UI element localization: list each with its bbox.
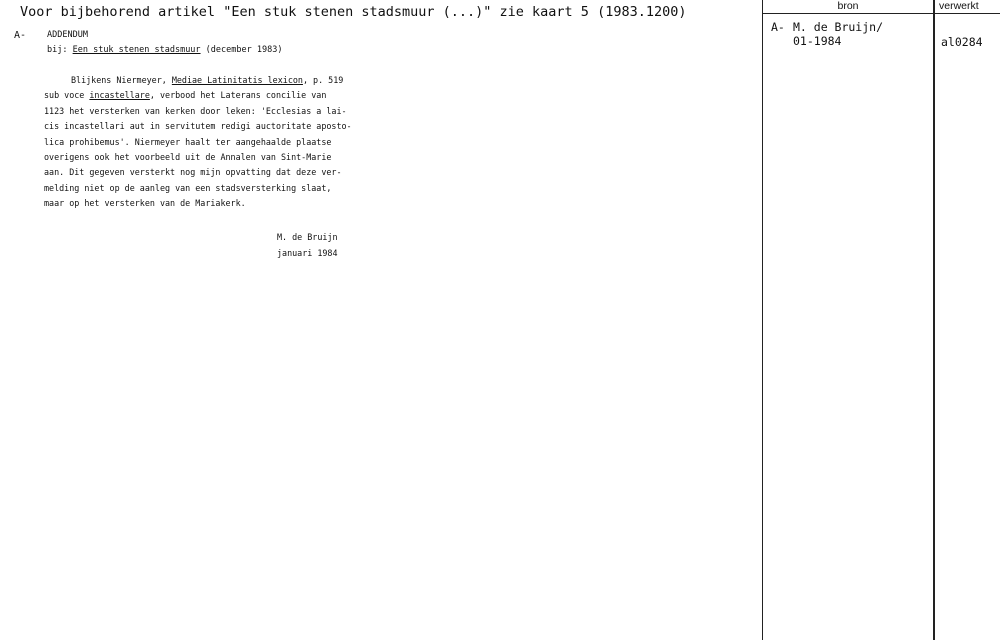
header-divider [763, 13, 1000, 14]
body-text-segment: 1123 het versterken van kerken door leken: 'Ecclesias a lai- [44, 105, 347, 116]
body-text-segment: lica prohibemus'. Niermeyer haalt ter aangehaalde plaatse [44, 136, 332, 147]
source-date: 01-1984 [793, 34, 842, 48]
reference-line [47, 45, 282, 55]
signature-block [277, 229, 338, 261]
signature-name: M. de Bruijn [277, 232, 338, 242]
body-text-segment: aan. Dit gegeven versterkt nog mijn opvatting dat deze ver- [44, 167, 342, 178]
body-line [44, 181, 374, 196]
body-paragraph [44, 73, 374, 212]
body-text-segment: , verbood het Laterans concilie van [149, 90, 327, 101]
source-sidebar [762, 0, 1000, 640]
header-verwerkt: verwerkt [939, 0, 979, 12]
source-entry [793, 20, 883, 48]
signature-date: januari 1984 [277, 248, 338, 258]
underlined-term: Mediae Latinitatis lexicon [171, 75, 303, 85]
section-marker: A- [14, 30, 27, 41]
body-line [44, 165, 374, 180]
body-text-segment: sub voce [44, 90, 90, 101]
body-line [44, 88, 374, 103]
body-text-segment: , p. 519 [302, 75, 344, 85]
header-bron: bron [837, 0, 859, 12]
body-line [44, 119, 374, 134]
source-author: M. de Bruijn/ [793, 20, 884, 34]
body-text-segment: overigens ook het voorbeeld uit de Annalen van Sint-Marie [44, 152, 332, 163]
reference-prefix: bij: [47, 45, 68, 55]
body-line [44, 104, 374, 119]
reference-title: Een stuk stenen stadsmuur [72, 45, 201, 55]
body-text-segment: maar op het versterken van de Mariakerk. [44, 198, 246, 209]
body-line [44, 73, 374, 88]
reference-date: (december 1983) [205, 45, 283, 55]
body-text-segment: Blijkens Niermeyer, [71, 75, 172, 85]
document-title: Voor bijbehorend artikel "Een stuk stenen stadsmuur (...)" zie kaart 5 (1983.1200) [20, 4, 687, 20]
column-divider [933, 0, 935, 640]
source-marker: A- [771, 20, 785, 34]
underlined-term: incastellare [89, 90, 150, 101]
body-line [44, 196, 374, 211]
body-text-segment: melding niet op de aanleg van een stadsversterking slaat, [44, 182, 332, 193]
processed-code: al0284 [941, 35, 983, 49]
body-line [44, 150, 374, 165]
body-line [44, 135, 374, 150]
body-text-segment: cis incastellari aut in servitutem redigi auctoritate aposto- [44, 121, 352, 132]
section-label: ADDENDUM [47, 30, 88, 40]
